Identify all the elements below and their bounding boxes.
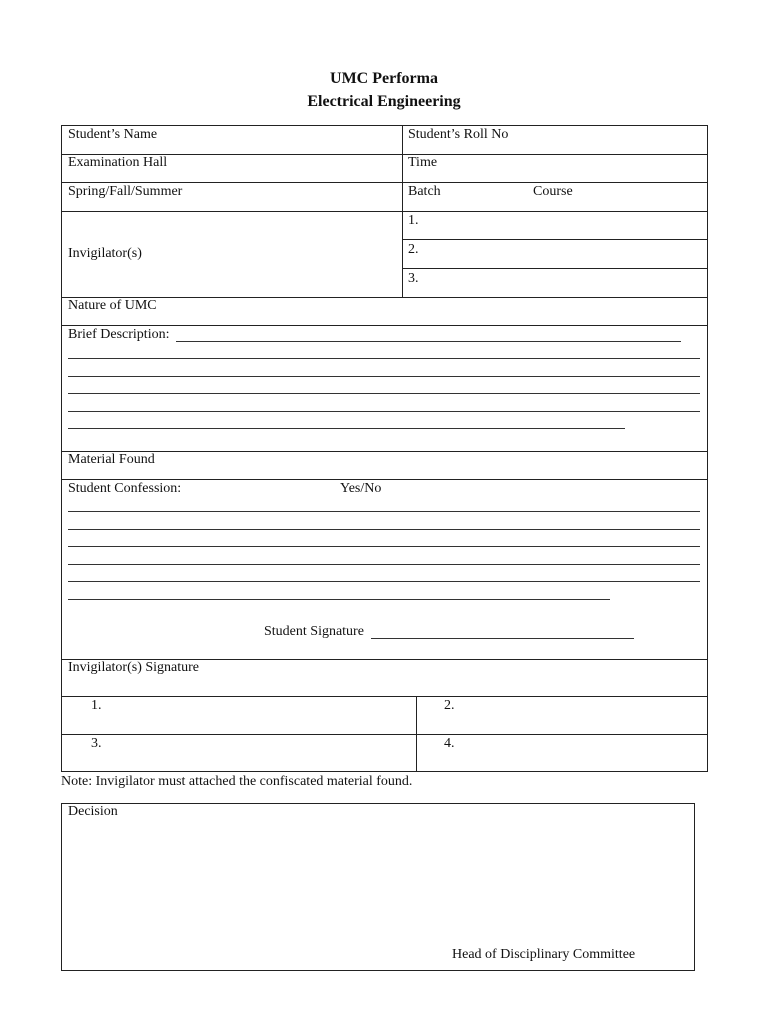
batch-label: Batch xyxy=(408,184,441,199)
invigilator-slot: 1. xyxy=(408,213,419,228)
row-divider xyxy=(61,182,708,183)
confession-line xyxy=(68,599,610,600)
description-line xyxy=(68,376,700,377)
column-divider xyxy=(402,125,403,297)
confession-line xyxy=(68,511,700,512)
form-subtitle: Electrical Engineering xyxy=(307,93,461,110)
description-line xyxy=(68,428,625,429)
invigilator-signature-label: Invigilator(s) Signature xyxy=(68,660,200,675)
confession-line xyxy=(68,564,700,565)
confession-options: Yes/No xyxy=(340,481,382,496)
decision-signatory: Head of Disciplinary Committee xyxy=(452,947,636,962)
student-name-label: Student’s Name xyxy=(68,127,158,142)
row-divider xyxy=(61,479,708,480)
row-divider xyxy=(61,325,708,326)
decision-box xyxy=(61,803,695,971)
brief-description-label: Brief Description: xyxy=(68,327,170,342)
row-divider xyxy=(61,211,708,212)
form-title: UMC Performa xyxy=(330,70,438,87)
signature-slot: 3. xyxy=(91,736,102,751)
description-line xyxy=(176,341,681,342)
time-label: Time xyxy=(408,155,438,170)
semester-label: Spring/Fall/Summer xyxy=(68,184,183,199)
row-divider xyxy=(402,239,708,240)
signature-slot: 4. xyxy=(444,736,455,751)
invigilator-slot: 2. xyxy=(408,242,419,257)
signature-slot: 1. xyxy=(91,698,102,713)
invigilator-slot: 3. xyxy=(408,271,419,286)
invigilators-label: Invigilator(s) xyxy=(68,246,142,261)
description-line xyxy=(68,358,700,359)
row-divider xyxy=(61,451,708,452)
exam-hall-label: Examination Hall xyxy=(68,155,168,170)
student-signature-line xyxy=(371,638,634,639)
confession-line xyxy=(68,546,700,547)
confession-line xyxy=(68,581,700,582)
description-line xyxy=(68,393,700,394)
row-divider xyxy=(402,268,708,269)
signature-slot: 2. xyxy=(444,698,455,713)
row-divider xyxy=(61,734,708,735)
roll-no-label: Student’s Roll No xyxy=(408,127,509,142)
form-note: Note: Invigilator must attached the confiscated material found. xyxy=(61,774,413,789)
column-divider xyxy=(416,696,417,772)
row-divider xyxy=(61,297,708,298)
row-divider xyxy=(61,696,708,697)
decision-label: Decision xyxy=(68,804,118,819)
material-found-label: Material Found xyxy=(68,452,155,467)
confession-label: Student Confession: xyxy=(68,481,182,496)
course-label: Course xyxy=(533,184,573,199)
confession-line xyxy=(68,529,700,530)
nature-of-umc-label: Nature of UMC xyxy=(68,298,157,313)
description-line xyxy=(68,411,700,412)
student-signature-label: Student Signature xyxy=(264,624,364,639)
